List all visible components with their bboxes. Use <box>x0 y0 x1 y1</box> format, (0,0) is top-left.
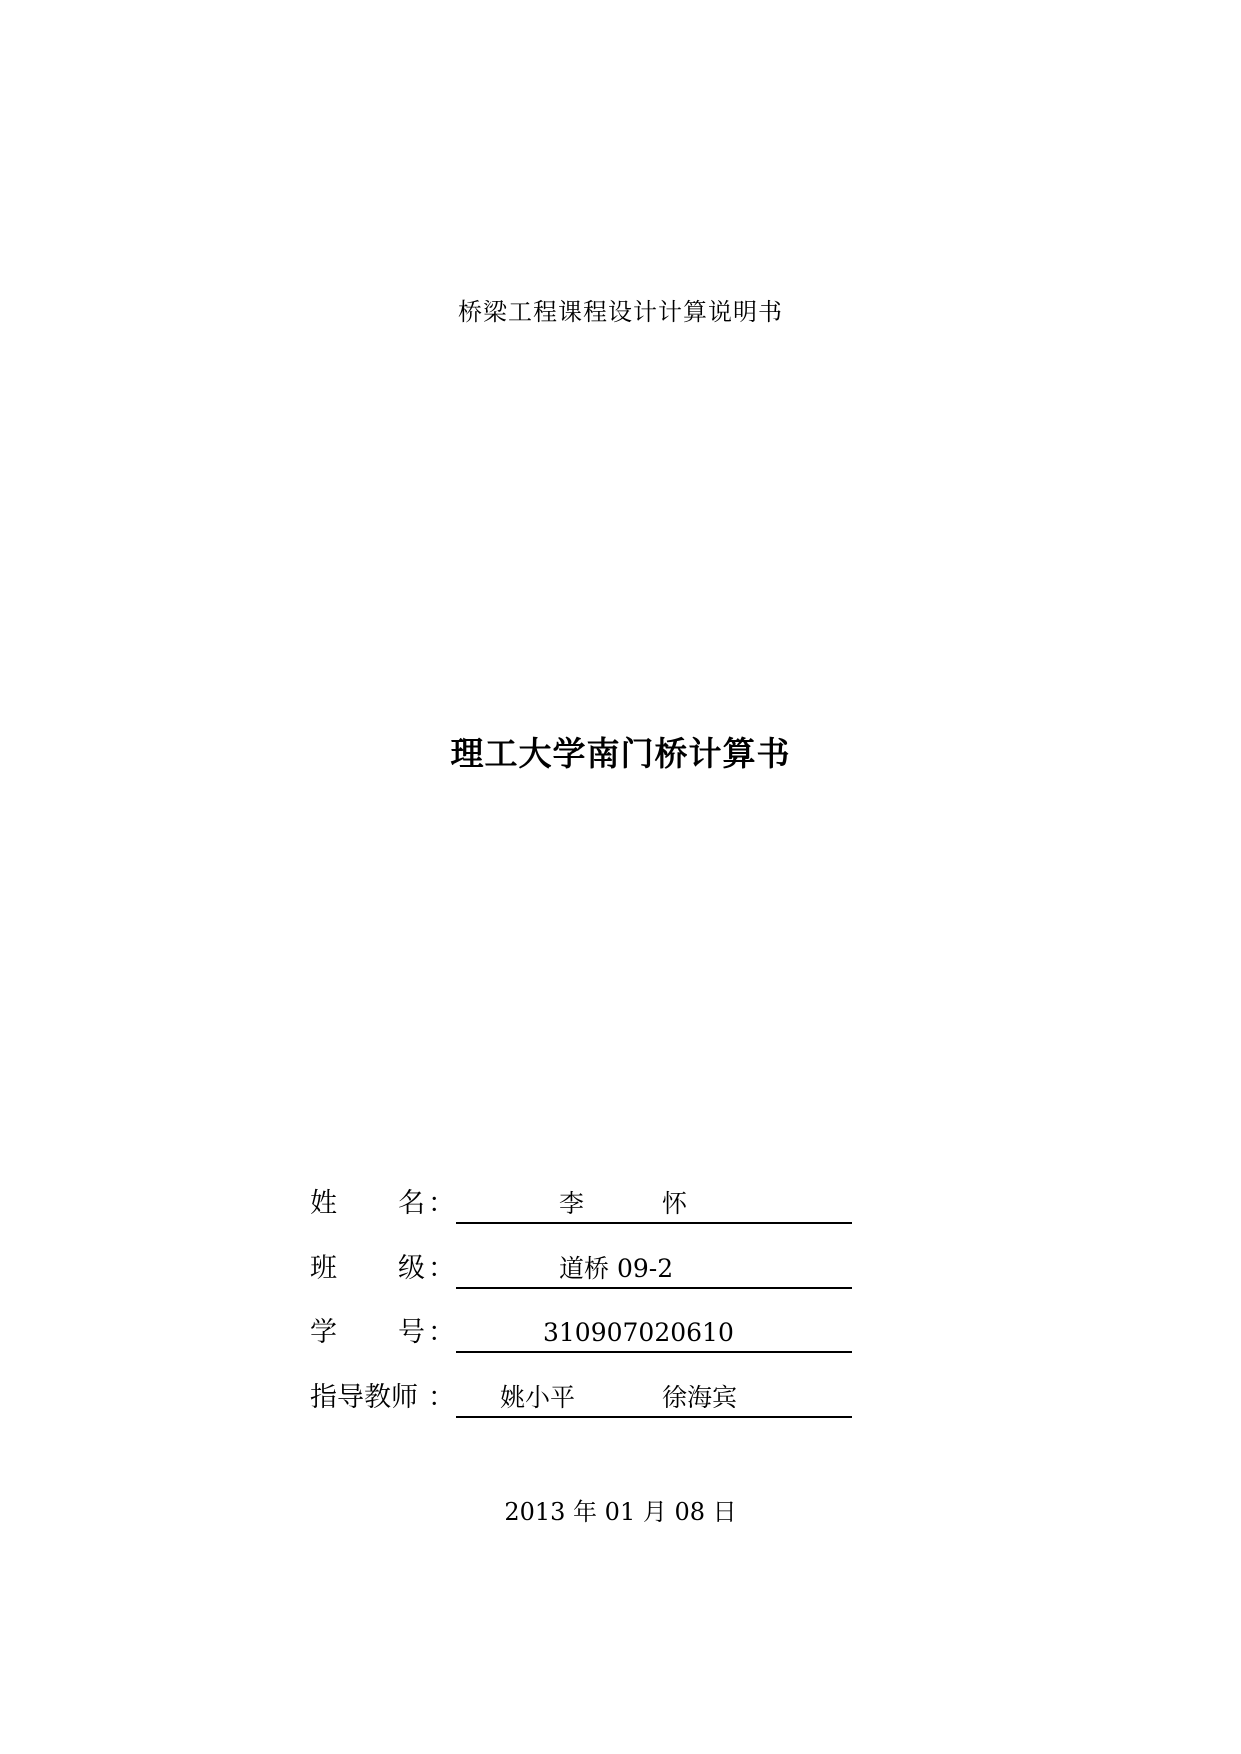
info-row-student-id <box>310 1315 870 1380</box>
advisor-colon: ： <box>428 1381 455 1413</box>
name-value-surname: 李 <box>559 1189 585 1218</box>
advisor-value-1: 姚小平 <box>500 1382 576 1412</box>
student-info-block <box>310 1186 870 1444</box>
class-colon: ： <box>428 1252 455 1284</box>
class-label-char-1: 班 <box>310 1252 337 1284</box>
document-date: 2013 年 01 月 08 日 <box>504 1498 737 1526</box>
name-value-given: 怀 <box>662 1189 688 1218</box>
student-id-field <box>456 1315 852 1353</box>
info-row-name <box>310 1186 870 1251</box>
class-value: 道桥 09-2 <box>559 1253 674 1283</box>
advisor-field <box>456 1380 852 1418</box>
class-label-char-2: 级 <box>398 1252 425 1284</box>
advisor-value-2: 徐海宾 <box>662 1382 738 1412</box>
class-label <box>310 1251 425 1287</box>
student-id-label <box>310 1315 425 1351</box>
name-field <box>456 1186 852 1224</box>
name-label-char-2: 名 <box>398 1188 425 1219</box>
info-row-advisor <box>310 1380 870 1445</box>
info-row-class <box>310 1251 870 1316</box>
student-id-label-char-2: 号 <box>398 1317 425 1348</box>
student-id-label-char-1: 学 <box>310 1317 337 1348</box>
document-title: 理工大学南门桥计算书 <box>450 734 791 773</box>
student-id-colon: ： <box>428 1317 455 1348</box>
name-colon: ： <box>428 1188 455 1219</box>
student-id-value: 310907020610 <box>543 1318 734 1347</box>
document-type-heading: 桥梁工程课程设计计算说明书 <box>458 298 783 326</box>
name-label-char-1: 姓 <box>310 1188 337 1219</box>
class-field <box>456 1251 852 1289</box>
name-label <box>310 1186 425 1222</box>
advisor-label: 指导教师 <box>310 1381 418 1413</box>
